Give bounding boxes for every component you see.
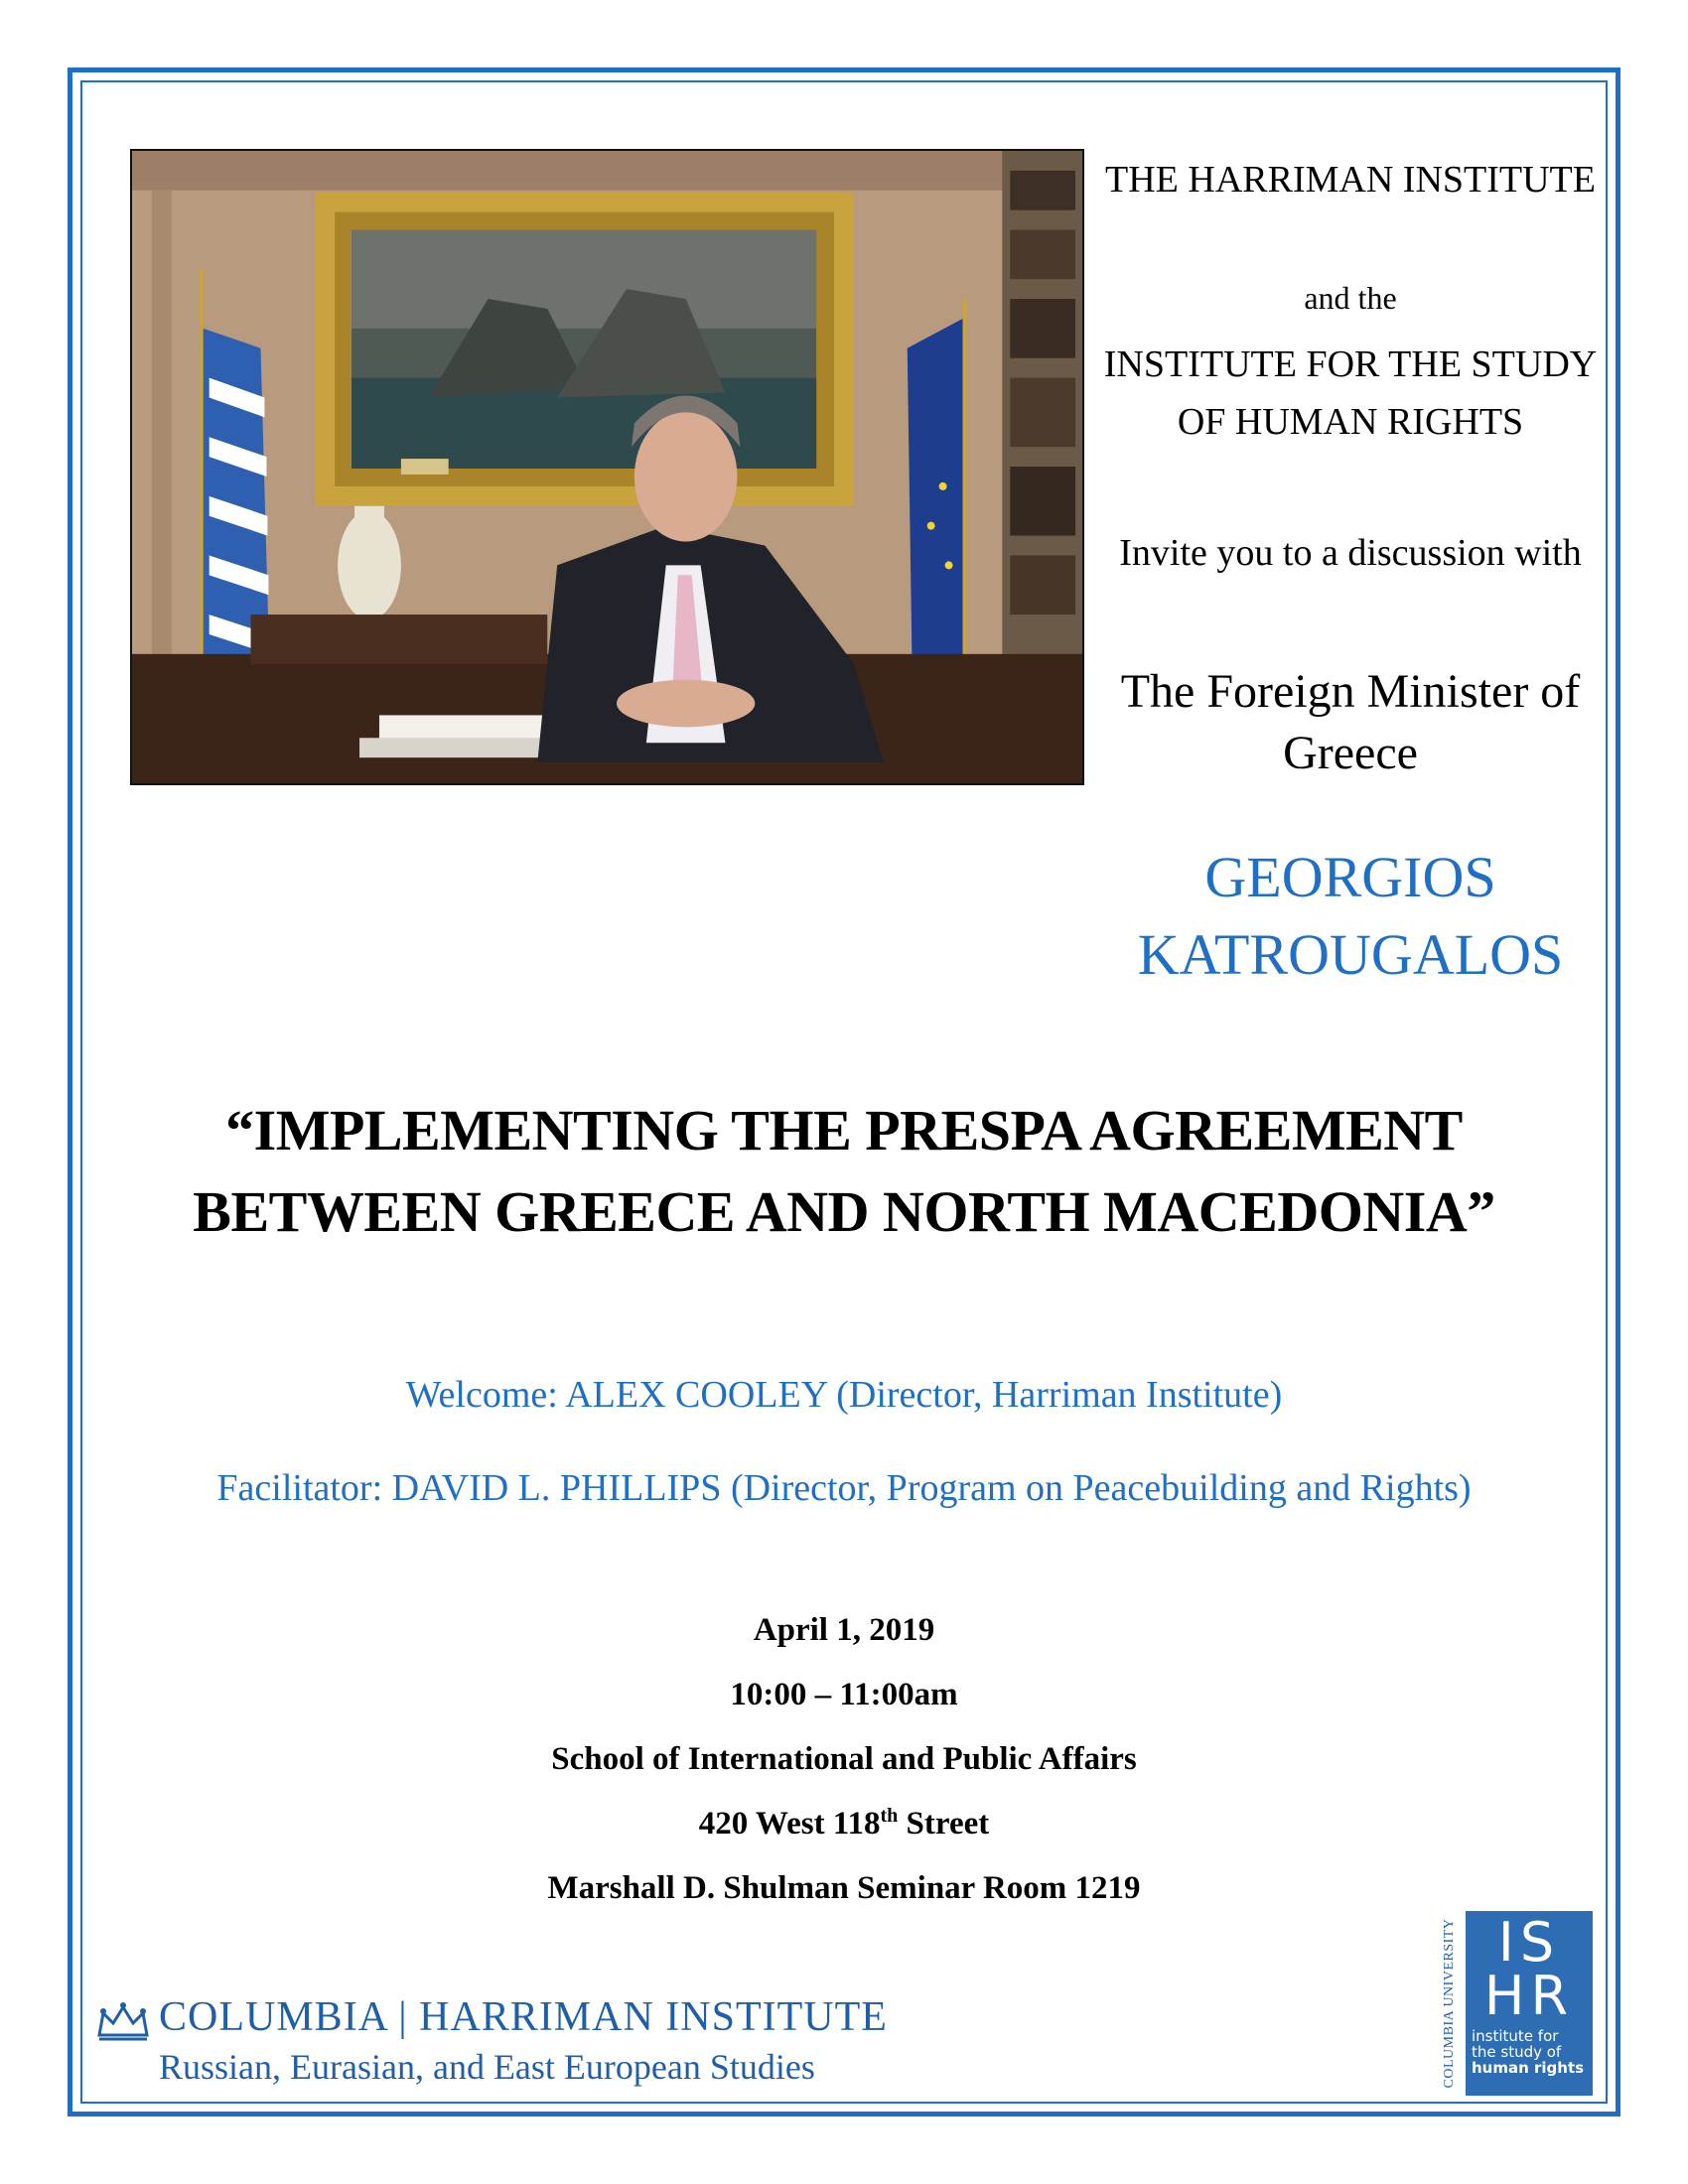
event-title-line-2: BETWEEN GREECE AND NORTH MACEDONIA” [193,1179,1495,1244]
invitation-text: Invite you to a discussion with [1119,532,1582,574]
speaker-role: The Foreign Minister of Greece [1120,665,1581,779]
event-title [99,1090,1589,1253]
event-address: 420 West 118th Street [698,1805,990,1842]
ishr-letters-bottom: HR [1483,1965,1575,2027]
connector-text: and the [1304,280,1397,316]
event-venue: School of International and Public Affairs [551,1741,1137,1777]
event-room: Marshall D. Shulman Seminar Room 1219 [547,1870,1141,1906]
welcome-speaker: Welcome: ALEX COOLEY (Director, Harriman Institute) [405,1374,1283,1416]
columbia-name: COLUMBIA [159,1994,387,2040]
ishr-logo-box [1466,1911,1593,2096]
ishr-heading: INSTITUTE FOR THE STUDY OF HUMAN RIGHTS [1103,343,1598,443]
harriman-name: HARRIMAN INSTITUTE [419,1994,888,2040]
ishr-logo [1438,1911,1593,2096]
columbia-harriman-name: COLUMBIA | HARRIMAN INSTITUTE [159,1994,888,2040]
ishr-subtitle: institute for the study of human rights [1472,2027,1585,2077]
columbia-university-label: COLUMBIA UNIVERSITY [1442,1918,1457,2089]
harriman-tagline: Russian, Eurasian, and East European Studies [159,2047,815,2087]
harriman-institute-heading: THE HARRIMAN INSTITUTE [1105,159,1596,201]
speaker-name: GEORGIOS KATROUGALOS [1137,845,1564,987]
event-details [298,1598,1390,1921]
event-title-line-1: “IMPLEMENTING THE PRESPA AGREEMENT [225,1098,1463,1162]
crown-icon [95,2001,151,2041]
event-date: April 1, 2019 [753,1612,935,1648]
columbia-harriman-logo [95,1989,888,2089]
ishr-letters-top: IS [1497,1911,1561,1974]
event-time: 10:00 – 11:00am [730,1677,958,1712]
facilitator: Facilitator: DAVID L. PHILLIPS (Director, Program on Peacebuilding and Rights) [216,1467,1472,1509]
minister-photo [130,149,1084,785]
